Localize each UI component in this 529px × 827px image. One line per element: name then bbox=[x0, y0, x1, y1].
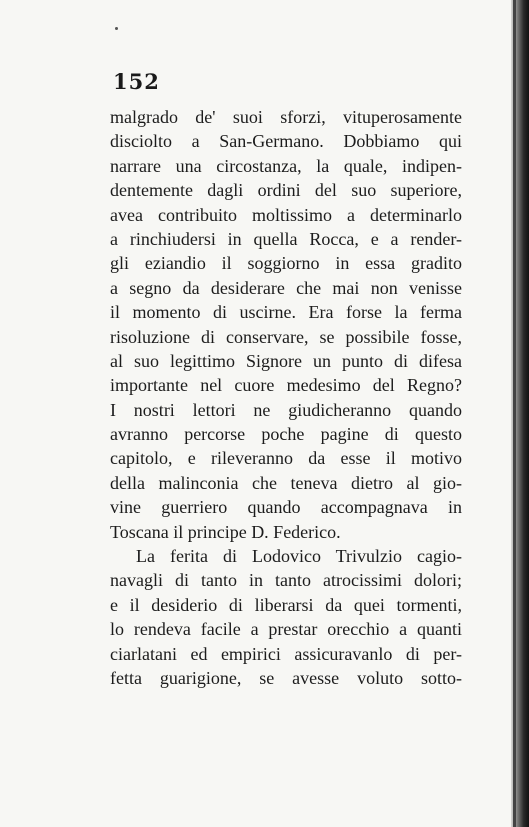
text-line: risoluzione di conservare, se possibile fosse, bbox=[110, 326, 462, 347]
text-line: fetta guarigione, se avesse voluto sotto- bbox=[110, 667, 462, 688]
ink-speck bbox=[115, 27, 118, 30]
text-line: disciolto a San-Germano. Dobbiamo qui bbox=[110, 131, 462, 152]
text-line: gli eziandio il soggiorno in essa gradito bbox=[110, 253, 462, 274]
text-line: narrare una circostanza, la quale, indipen- bbox=[110, 155, 462, 176]
body-text bbox=[110, 105, 462, 690]
text-line: importante nel cuore medesimo del Regno? bbox=[110, 375, 462, 396]
text-line: vine guerriero quando accompagnava in bbox=[110, 497, 462, 518]
text-line: ciarlatani ed empirici assicuravanlo di per- bbox=[110, 643, 462, 664]
text-line: La ferita di Lodovico Trivulzio cagio- bbox=[136, 546, 462, 567]
text-line: malgrado de' suoi sforzi, vituperosamente bbox=[110, 107, 462, 127]
text-line: capitolo, e rileveranno da esse il motivo bbox=[110, 448, 462, 469]
paragraph-1 bbox=[110, 105, 462, 544]
text-line: della malinconia che teneva dietro al gio- bbox=[110, 472, 462, 493]
text-line: avranno percorse poche pagine di questo bbox=[110, 424, 462, 445]
text-line: al suo legittimo Signore un punto di difesa bbox=[110, 350, 462, 371]
text-line: lo rendeva facile a prestar orecchio a quanti bbox=[110, 619, 462, 640]
text-line: Toscana il principe D. Federico. bbox=[110, 521, 341, 542]
text-line: a rinchiudersi in quella Rocca, e a render- bbox=[110, 228, 462, 249]
paragraph-2 bbox=[110, 544, 462, 690]
text-line: I nostri lettori ne giudicheranno quando bbox=[110, 399, 462, 420]
text-line: e il desiderio di liberarsi da quei tormenti, bbox=[110, 594, 462, 615]
text-line: dentemente dagli ordini del suo superiore, bbox=[110, 180, 462, 201]
text-line: a segno da desiderare che mai non venisse bbox=[110, 277, 462, 298]
page-edge-line bbox=[513, 0, 516, 827]
page-number: 152 bbox=[113, 69, 160, 94]
text-line: navagli di tanto in tanto atrocissimi dolori; bbox=[110, 570, 462, 591]
text-line: avea contribuito moltissimo a determinarlo bbox=[110, 204, 462, 225]
text-line: il momento di uscirne. Era forse la ferma bbox=[110, 302, 462, 323]
